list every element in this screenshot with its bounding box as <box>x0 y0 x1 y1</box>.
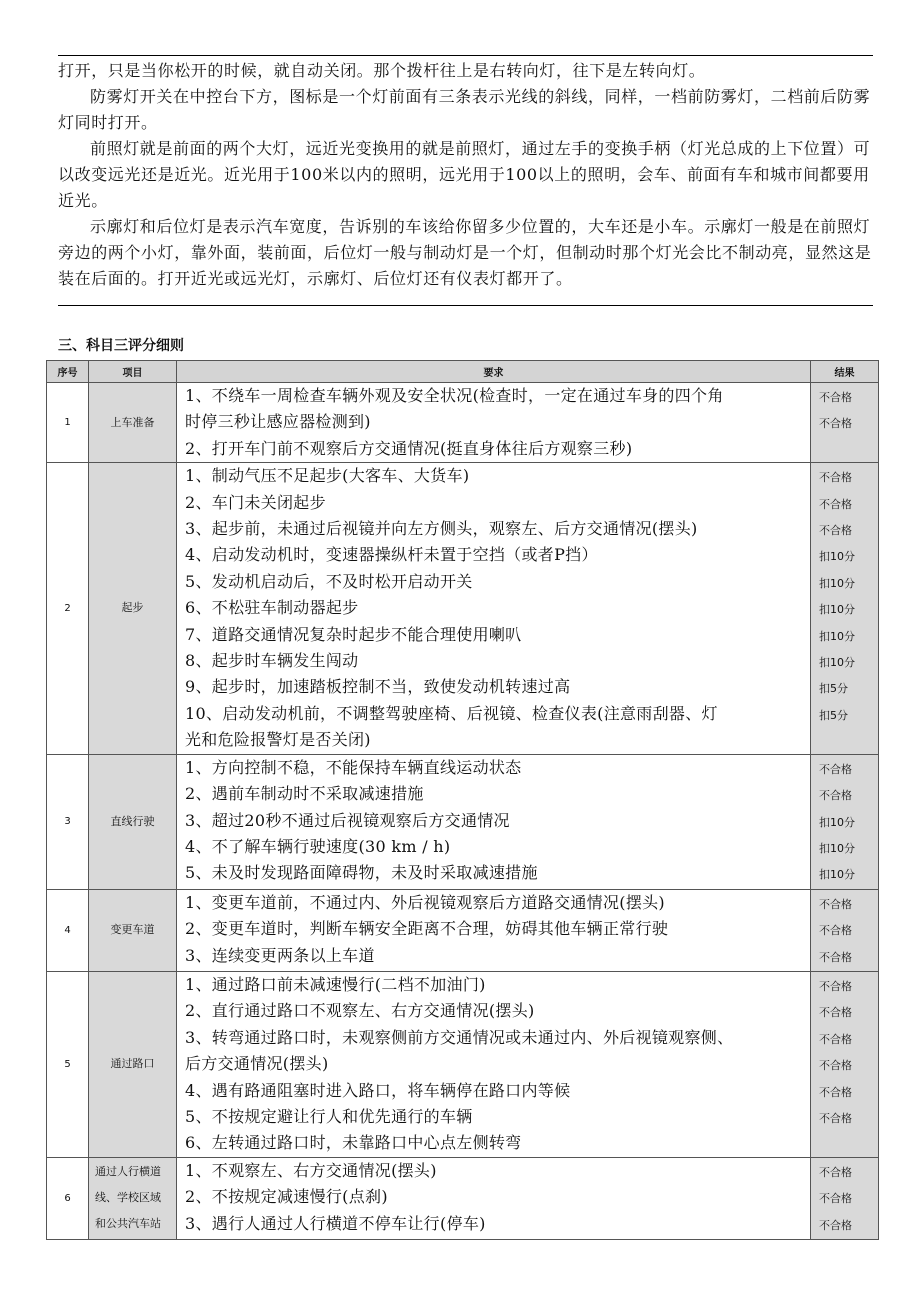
requirement-line: 4、启动发动机时，变速器操纵杆未置于空挡（或者P挡） <box>185 545 598 565</box>
row-requirements <box>177 889 811 971</box>
requirement-line: 1、不绕车一周检查车辆外观及安全状况(检查时，一定在通过车身的四个角 <box>185 386 724 405</box>
row-item: 变更车道 <box>89 889 177 971</box>
table-header-row <box>47 361 879 383</box>
result-value: 不合格 <box>819 979 852 993</box>
intro-paragraph: 前照灯就是前面的两个大灯，远近光变换用的就是前照灯，通过左手的变换手柄（灯光总成的上下位置）可以改变远光还是近光。近光用于100米以内的照明，远光用于100以上的照明，会车、前面有车和城市间都要用近光。 <box>58 139 871 210</box>
requirement-line: 5、发动机启动后，不及时松开启动开关 <box>185 571 473 591</box>
requirement-line: 2、变更车道时，判断车辆安全距离不合理，妨碍其他车辆正常行驶 <box>185 919 669 939</box>
result-value: 不合格 <box>819 391 852 404</box>
row-results <box>811 383 879 463</box>
row-results <box>811 463 879 754</box>
requirement-line: 9、起步时，加速踏板控制不当，致使发动机转速过高 <box>185 677 571 697</box>
result-value: 不合格 <box>819 1085 852 1099</box>
table-row <box>47 889 879 971</box>
requirement-line: 3、转弯通过路口时，未观察侧前方交通情况或未通过内、外后视镜观察侧、 <box>185 1027 734 1047</box>
requirement-line: 3、起步前，未通过后视镜并向左方侧头，观察左、后方交通情况(摆头) <box>185 519 698 539</box>
requirement-line: 2、打开车门前不观察后方交通情况(挺直身体往后方观察三秒) <box>185 438 633 458</box>
result-value: 扣10分 <box>819 576 855 590</box>
row-requirements <box>177 463 811 754</box>
requirement-line: 3、超过20秒不通过后视镜观察后方交通情况 <box>185 810 510 830</box>
result-value: 不合格 <box>819 924 852 938</box>
result-value: 扣10分 <box>819 550 855 564</box>
result-value: 不合格 <box>819 1218 852 1232</box>
requirement-line: 3、遇行人通过人行横道不停车让行(停车) <box>185 1213 486 1233</box>
row-number: 2 <box>47 463 89 754</box>
result-value: 不合格 <box>819 497 852 511</box>
row-requirements <box>177 971 811 1157</box>
requirement-line: 5、未及时发现路面障碍物，未及时采取减速措施 <box>185 863 538 883</box>
requirement-line: 2、遇前车制动时不采取减速措施 <box>185 784 424 804</box>
result-value: 不合格 <box>819 524 852 538</box>
row-results <box>811 971 879 1157</box>
table-row <box>47 1157 879 1239</box>
row-requirements <box>177 1157 811 1239</box>
requirement-line: 2、直行通过路口不观察左、右方交通情况(摆头) <box>185 1001 535 1021</box>
row-number: 3 <box>47 754 89 889</box>
result-value: 扣5分 <box>819 682 848 696</box>
result-value: 不合格 <box>819 1006 852 1020</box>
header-item: 项目 <box>89 361 177 383</box>
result-value: 扣10分 <box>819 629 855 643</box>
row-requirements <box>177 383 811 463</box>
requirement-line: 5、不按规定避让行人和优先通行的车辆 <box>185 1106 473 1126</box>
row-results <box>811 754 879 889</box>
row-results <box>811 1157 879 1239</box>
result-value: 扣10分 <box>819 656 855 670</box>
requirement-line: 1、变更车道前，不通过内、外后视镜观察后方道路交通情况(摆头) <box>185 892 665 912</box>
requirement-line: 10、启动发动机前，不调整驾驶座椅、后视镜、检查仪表(注意雨刮器、灯 <box>185 703 718 723</box>
requirement-line: 6、左转通过路口时，未靠路口中心点左侧转弯 <box>185 1133 522 1153</box>
intro-text <box>58 58 873 292</box>
row-results <box>811 889 879 971</box>
result-value: 不合格 <box>819 471 852 485</box>
requirement-line: 8、起步时车辆发生闯动 <box>185 651 359 671</box>
result-value: 扣10分 <box>819 603 855 617</box>
requirement-line: 光和危险报警灯是否关闭) <box>185 730 371 750</box>
scoring-table <box>46 360 879 1240</box>
result-value: 扣10分 <box>819 868 855 882</box>
result-value: 不合格 <box>819 417 852 431</box>
requirement-line: 后方交通情况(摆头) <box>185 1054 329 1074</box>
row-item: 上车准备 <box>89 383 177 463</box>
requirement-line: 2、不按规定减速慢行(点刹) <box>185 1187 388 1207</box>
intro-paragraph: 防雾灯开关在中控台下方，图标是一个灯前面有三条表示光线的斜线，同样，一档前防雾灯，二档前后防雾灯同时打开。 <box>58 87 871 132</box>
result-value: 不合格 <box>819 1059 852 1073</box>
intro-paragraph: 打开，只是当你松开的时候，就自动关闭。那个拨杆往上是右转向灯，往下是左转向灯。 <box>58 61 706 80</box>
header-no: 序号 <box>47 361 89 383</box>
requirement-line: 4、遇有路通阻塞时进入路口，将车辆停在路口内等候 <box>185 1080 571 1100</box>
result-value: 不合格 <box>819 789 852 803</box>
header-requirement: 要求 <box>177 361 811 383</box>
result-value: 扣5分 <box>819 708 848 722</box>
result-value: 不合格 <box>819 1165 852 1179</box>
requirement-line: 1、方向控制不稳，不能保持车辆直线运动状态 <box>185 757 522 777</box>
section-title: 三、科目三评分细则 <box>58 338 184 354</box>
intro-paragraph: 示廓灯和后位灯是表示汽车宽度，告诉别的车该给你留多少位置的，大车还是小车。示廓灯一般是在前照灯旁边的两个小灯，靠外面，装前面，后位灯一般与制动灯是一个灯，但制动时那个灯光会比不制动亮，显然这是装在后面的。打开近光或远光灯，示廓灯、后位灯还有仪表灯都开了。 <box>58 217 872 288</box>
row-number: 6 <box>47 1157 89 1239</box>
requirement-line: 时停三秒让感应器检测到) <box>185 412 371 432</box>
table-row <box>47 383 879 463</box>
requirement-line: 3、连续变更两条以上车道 <box>185 945 375 965</box>
table-row <box>47 463 879 754</box>
result-value: 不合格 <box>819 950 852 964</box>
table-row <box>47 971 879 1157</box>
result-value: 不合格 <box>819 897 852 911</box>
top-rule <box>58 55 873 56</box>
requirement-line: 7、道路交通情况复杂时起步不能合理使用喇叭 <box>185 624 522 644</box>
result-value: 不合格 <box>819 1111 852 1125</box>
header-result: 结果 <box>811 361 879 383</box>
requirement-line: 6、不松驻车制动器起步 <box>185 598 359 618</box>
result-value: 不合格 <box>819 1032 852 1046</box>
requirement-line: 2、车门未关闭起步 <box>185 492 326 512</box>
row-number: 1 <box>47 383 89 463</box>
table-row <box>47 754 879 889</box>
result-value: 不合格 <box>819 762 852 776</box>
row-number: 4 <box>47 889 89 971</box>
result-value: 扣10分 <box>819 841 855 855</box>
bottom-rule <box>58 305 873 306</box>
row-requirements <box>177 754 811 889</box>
result-value: 不合格 <box>819 1192 852 1206</box>
result-value: 扣10分 <box>819 815 855 829</box>
requirement-line: 1、制动气压不足起步(大客车、大货车) <box>185 466 470 486</box>
requirement-line: 4、不了解车辆行驶速度(30 km / h) <box>185 836 451 856</box>
row-item: 通过人行横道线、学校区域和公共汽车站 <box>89 1157 177 1239</box>
row-item: 直线行驶 <box>89 754 177 889</box>
requirement-line: 1、不观察左、右方交通情况(摆头) <box>185 1160 437 1180</box>
requirement-line: 1、通过路口前未减速慢行(二档不加油门) <box>185 974 486 994</box>
row-item: 通过路口 <box>89 971 177 1157</box>
row-item: 起步 <box>89 463 177 754</box>
row-number: 5 <box>47 971 89 1157</box>
